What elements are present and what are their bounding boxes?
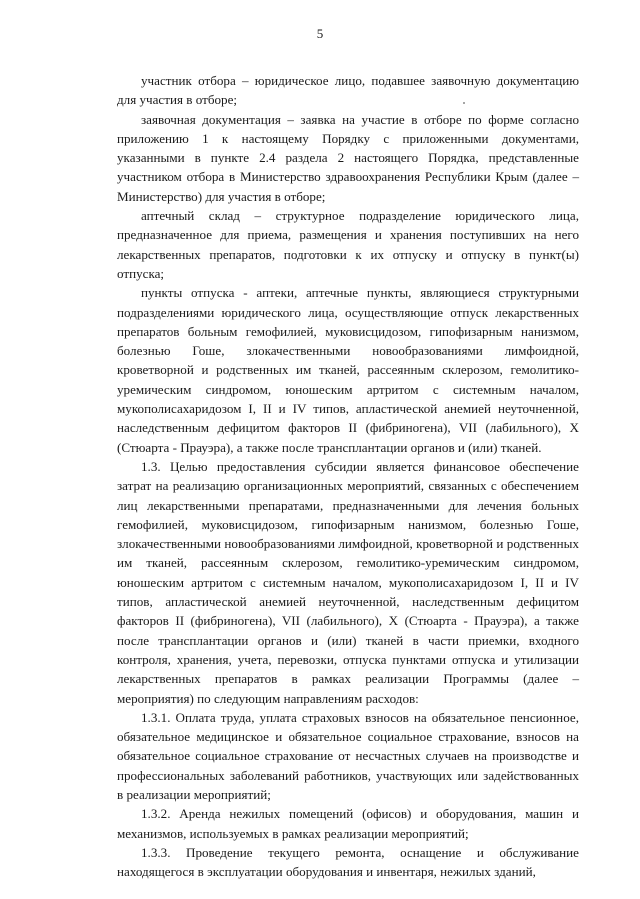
- page-number: 5: [316, 26, 324, 41]
- clause-1-3-subsidy-purpose: 1.3. Целью предоставления субсидии является финансовое обеспечение затрат на реализацию организационных мероприятий, связанных с обеспечением лиц лекарственными препаратами, предназначенными для лечения больных гемофилией, муковисцидозом, гипофизарным нанизмом, болезнью Гоше, злокачественными новообразованиями лимфоидной, кроветворной и родственных им тканей, рассеянным склерозом, гемолитико-уремическим синдромом, юношеским артритом с системным началом, мукополисахаридозом I, II и IV типов, апластической анемией неуточненной, наследственным дефицитом факторов II (фибриногена), VII (лабильного), X (Стюарта - Прауэра), а также после трансплантации органов и (или) тканей в части приемки, входного контроля, хранения, учета, перевозки, отпуска пунктами отпуска и утилизации лекарственных препаратов в рамках реализации Программы (далее – мероприятия) по следующим направлениям расходов:: [117, 458, 579, 706]
- clause-1-3-1-labor-costs: 1.3.1. Оплата труда, уплата страховых взносов на обязательное пенсионное, обязательное медицинское и обязательное социальное страхование, взносов на обязательное социальное страхование от несчастных случаев на производстве и профессиональных заболеваний работников, участвующих или задействованных в реализации мероприятий;: [117, 709, 579, 802]
- definition-pharmacy-warehouse: аптечный склад – структурное подразделение юридического лица, предназначенное для приема, размещения и хранения поступивших на него лекарственных препаратов, подготовки к их отпуску и отпуску в пункт(ы) отпуска;: [117, 208, 579, 281]
- definition-dispensing-points: пункты отпуска - аптеки, аптечные пункты, являющиеся структурными подразделениями юридического лица, осуществляющие отпуск лекарственных препаратов больным гемофилией, муковисцидозом, гипофизарным нанизмом, болезнью Гоше, злокачественными новообразованиями лимфоидной, кроветворной и родственных им тканей, рассеянным склерозом, гемолитико-уремическим синдромом, юношеским артритом с системным началом, мукополисахаридозом I, II и IV типов, апластической анемией неуточненной, наследственным дефицитом факторов II (фибриногена), VII (лабильного), X (Стюарта - Прауэра), а также после трансплантации органов и (или) тканей.: [117, 285, 579, 455]
- definition-application-documentation: заявочная документация – заявка на участие в отборе по форме согласно приложению 1 к настоящему Порядку с приложенными документами, указанными в пункте 2.4 раздела 2 настоящего Порядка, представленные участником отбора в Министерство здравоохранения Республики Крым (далее – Министерство) для участия в отборе;: [117, 111, 579, 204]
- clause-1-3-3-maintenance: 1.3.3. Проведение текущего ремонта, оснащение и обслуживание находящегося в эксплуатации оборудования и инвентаря, нежилых зданий,: [117, 844, 579, 880]
- scan-speck: [463, 102, 465, 104]
- document-body: [117, 71, 579, 881]
- definition-selection-participant: участник отбора – юридическое лицо, подавшее заявочную документацию для участия в отборе;: [117, 73, 579, 108]
- clause-1-3-2-rent: 1.3.2. Аренда нежилых помещений (офисов) и оборудования, машин и механизмов, используемых в рамках реализации мероприятий;: [117, 806, 579, 841]
